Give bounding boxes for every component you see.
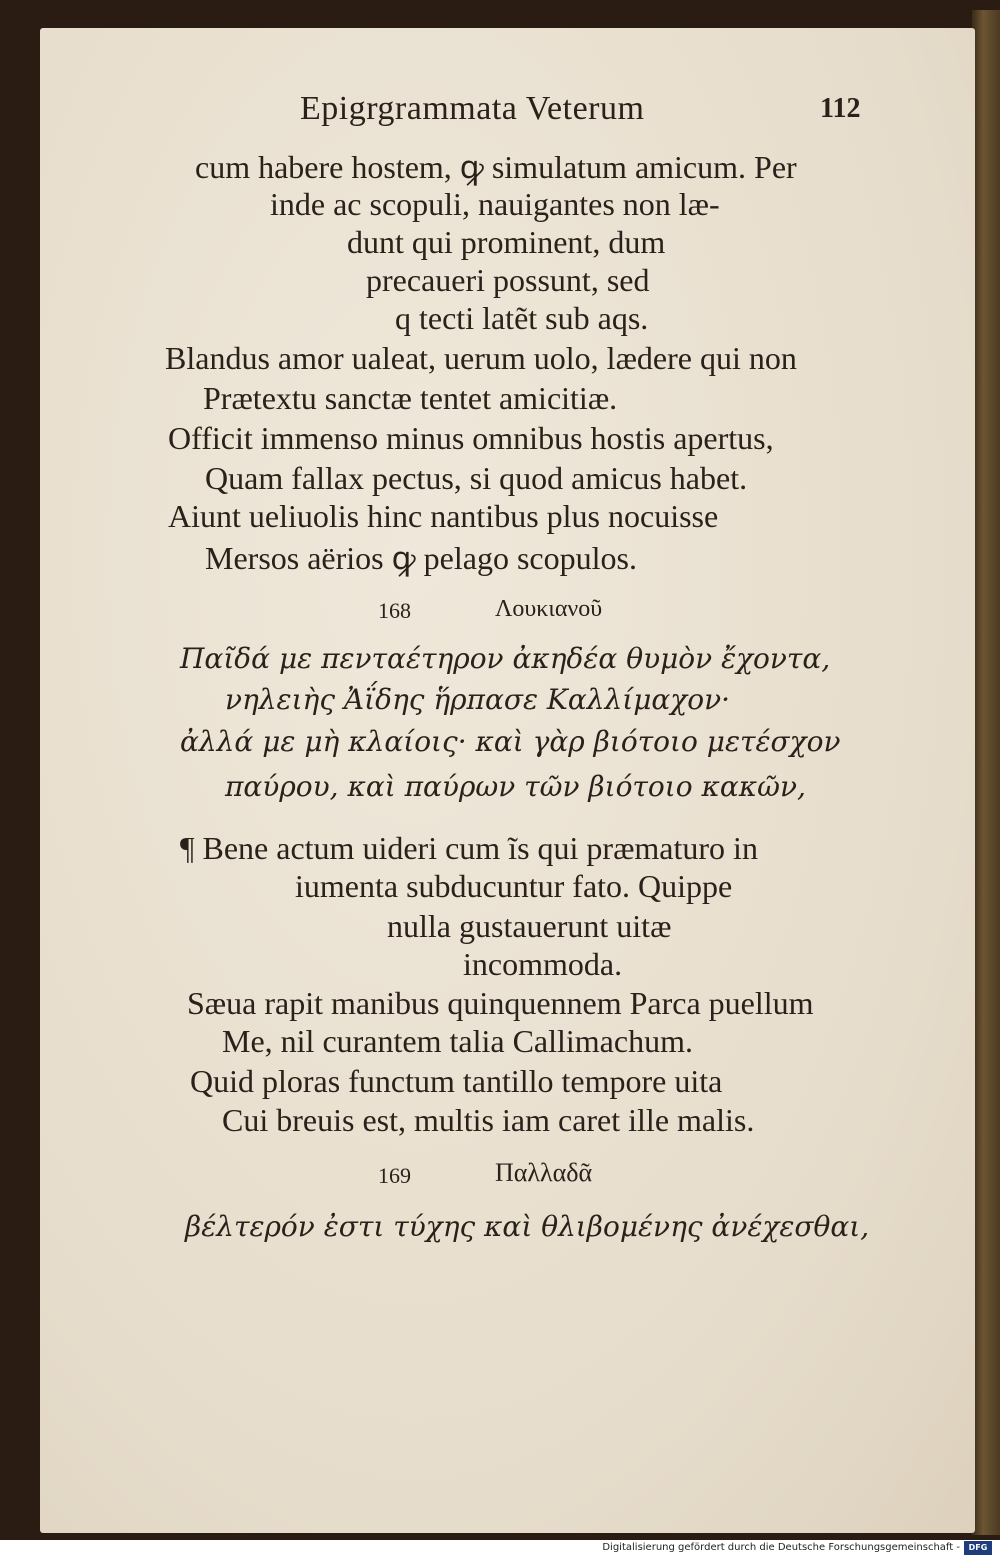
latin-line: Quid ploras functum tantillo tempore uita: [190, 1063, 723, 1099]
body-line: Blandus amor ualeat, uerum uolo, lædere qui non: [165, 340, 797, 376]
latin-line: incommoda.: [463, 946, 623, 982]
body-line: inde ac scopuli, nauigantes non læ-: [270, 186, 720, 222]
body-line: Prætextu sanctæ tentet amicitiæ.: [203, 380, 618, 416]
latin-line: Cui breuis est, multis iam caret ille malis.: [222, 1102, 755, 1138]
body-line: Aiunt ueliuolis hinc nantibus plus nocuisse: [168, 498, 719, 534]
greek-line: νηλειὴς Ἀΐδης ἥρπασε Καλλίμαχον·: [225, 683, 731, 716]
body-line: cum habere hostem, ꝙ simulatum amicum. Per: [195, 149, 797, 185]
latin-line: Sæua rapit manibus quinquennem Parca puellum: [187, 985, 814, 1021]
greek-line: Παῖδά με πενταέτηρον ἀκηδέα θυμὸν ἔχοντα,: [180, 642, 831, 675]
body-line: precaueri possunt, sed: [366, 262, 650, 298]
epigram-author: Λουκιανοῦ: [495, 596, 603, 622]
greek-line: ἀλλά με μὴ κλαίοις· καὶ γὰρ βιότοιο μετέσχον: [180, 725, 841, 758]
digitization-footer: [0, 1540, 1000, 1558]
body-line: q tecti latẽt sub aqs.: [395, 300, 649, 336]
book-spine: [972, 10, 1000, 1535]
epigram-number: 168: [378, 598, 411, 623]
latin-line: Me, nil curantem talia Callimachum.: [222, 1023, 693, 1059]
epigram-author: Παλλαδᾶ: [495, 1158, 593, 1187]
body-line: Mersos aërios ꝙ pelago scopulos.: [205, 540, 637, 576]
body-line: dunt qui prominent, dum: [347, 224, 666, 260]
body-line: Officit immenso minus omnibus hostis apertus,: [168, 420, 774, 456]
latin-line: nulla gustauerunt uitæ: [387, 908, 672, 944]
dfg-logo-icon: DFG: [964, 1541, 992, 1555]
page-header-title: Epigrgrammata Veterum: [300, 90, 645, 127]
greek-line: παύρου, καὶ παύρων τῶν βιότοιο κακῶν,: [225, 770, 806, 803]
latin-line: ¶ Bene actum uideri cum ĩs qui præmaturo in: [180, 830, 758, 866]
body-line: Quam fallax pectus, si quod amicus habet.: [205, 460, 748, 496]
epigram-number: 169: [378, 1163, 411, 1188]
footer-credit-text: Digitalisierung gefördert durch die Deutsche Forschungsgemeinschaft -: [602, 1542, 960, 1553]
page-folio-number: 112: [820, 93, 861, 124]
latin-line: iumenta subducuntur fato. Quippe: [295, 868, 733, 904]
greek-line: βέλτερόν ἐστι τύχης καὶ θλιβομένης ἀνέχεσθαι,: [185, 1210, 870, 1243]
